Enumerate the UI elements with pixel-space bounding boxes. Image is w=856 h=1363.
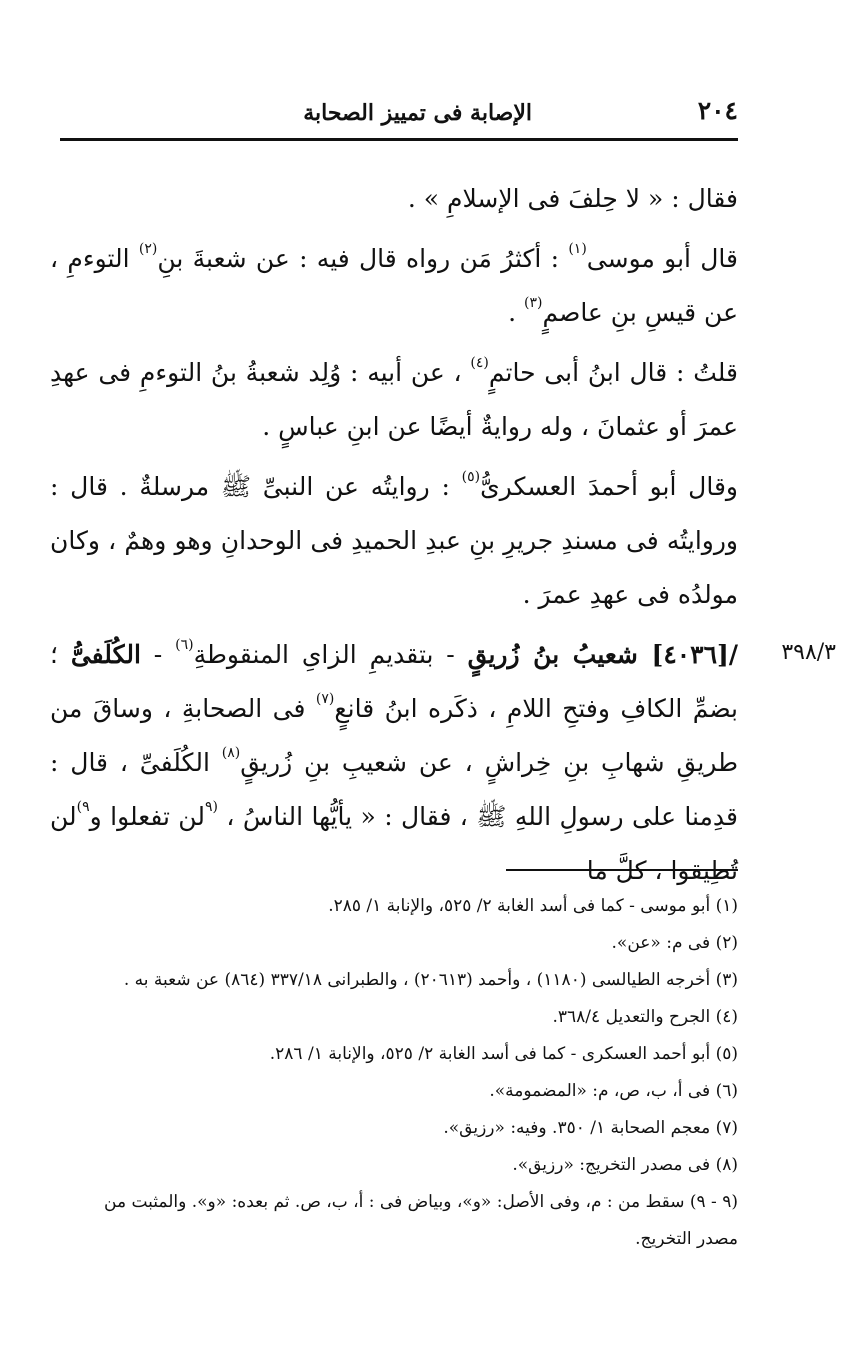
footnote-6: (٦) فى أ، ب، ص، م: «المضمومة». (489, 1081, 738, 1101)
footnote-8: (٨) فى مصدر التخريج: «رزيق». (512, 1155, 738, 1175)
page-number: ٢٠٤ (697, 96, 738, 125)
footnote-marker-3: (٣) (523, 295, 543, 311)
footnote-marker-5: (٥) (461, 469, 481, 485)
footnote-3: (٣) أخرجه الطيالسى (١١٨٠) ، وأحمد (٢٠٦١٣) ، والطبرانى ٣٣٧/١٨ (٨٦٤) عن شعبة به . (123, 970, 738, 990)
text-run: قلتُ : قال ابنُ أبى حاتمٍ (488, 358, 738, 387)
footnote-marker-8: (٨) (221, 745, 241, 761)
text-run: . (508, 298, 524, 327)
margin-reference: ٣٩٨/٣ (781, 640, 836, 665)
entry-heading: /[٤٠٣٦] شعيبُ بنُ زُريقٍ (467, 640, 738, 669)
paragraph-1: فقال : « لا حِلفَ فى الإسلامِ » . (407, 184, 738, 213)
footnote-2: (٢) فى م: «عن». (611, 933, 738, 953)
text-run: وقال أبو أحمدَ العسكرىُّ (480, 472, 738, 501)
entry-nisba: الكُلَفىُّ (70, 640, 141, 669)
footnote-marker-2: (٢) (138, 241, 158, 257)
text-run: - بتقديمِ الزاىِ المنقوطةِ (193, 640, 468, 669)
text-run: لن تُطِيقوا ، كلَّ ما (50, 802, 738, 885)
footnote-4: (٤) الجرح والتعديل ٣٦٨/٤. (552, 1007, 738, 1027)
paragraph-4 (50, 460, 738, 622)
footnote-5: (٥) أبو أحمد العسكرى - كما فى أسد الغابة ٢/ ٥٢٥، والإنابة ١/ ٢٨٦. (269, 1044, 738, 1064)
footnote-9: (٩ - ٩) سقط من : م، وفى الأصل: «و»، وبياض فى : أ، ب، ص. ثم بعده: «و». والمثبت من مصدر التخريج. (104, 1192, 738, 1249)
paragraph-5-entry (50, 628, 738, 898)
footnote-marker-7: (٧) (315, 691, 335, 707)
footnote-marker-9-open: (٩ (204, 799, 218, 815)
page-header (60, 92, 738, 141)
footnote-marker-4: (٤) (470, 355, 489, 371)
text-run: قال أبو موسى (586, 244, 738, 273)
footnote-marker-1: (١) (568, 241, 587, 257)
text-run: : أكثرُ مَن رواه قال فيه : عن شعبةَ بنِ (157, 244, 569, 273)
footnote-1: (١) أبو موسى - كما فى أسد الغابة ٢/ ٥٢٥، والإنابة ١/ ٢٨٥. (328, 896, 738, 916)
paragraph-2 (50, 232, 738, 340)
footnote-marker-6: (٦) (175, 637, 194, 653)
paragraph-3 (50, 346, 738, 454)
running-title: الإصابة فى تمييز الصحابة (303, 100, 532, 126)
text-run: ، عن أبيه : وُلِد شعبةُ بنُ التوءمِ فى عهدِ عمرَ أو عثمانَ ، وله روايةٌ أيضًا عن ابنِ عباسٍ . (50, 358, 738, 441)
text-run: التوءمِ ، عن قيسِ بنِ عاصمٍ (50, 244, 738, 327)
text-run: - (140, 640, 176, 669)
text-run: فى الصحابةِ ، وساقَ من طريقِ شهابِ بنِ خِراشٍ ، عن شعيبِ بنِ زُريقٍ (50, 694, 738, 777)
text-run: لن تفعلوا و (89, 802, 205, 831)
text-run: : روايتُه عن النبىِّ ﷺ مرسلةٌ . قال : وروايتُه فى مسندِ جريرِ بنِ عبدِ الحميدِ فى الوحدانِ وهو وهمٌ ، وكان مولدُه فى عهدِ عمرَ . (50, 472, 738, 609)
footnote-separator (506, 869, 738, 871)
footnote-marker-9-close: ٩) (76, 799, 90, 815)
text-run: ؛ بضمِّ الكافِ وفتحِ اللامِ ، ذكَره ابنُ قانعٍ (50, 640, 739, 723)
text-run: الكُلَفىِّ ، قال : قدِمنا على رسولِ اللهِ ﷺ ، فقال : « يأيُّها الناسُ ، (50, 748, 738, 831)
footnotes (60, 888, 738, 1258)
main-text (50, 172, 738, 904)
footnote-7: (٧) معجم الصحابة ١/ ٣٥٠. وفيه: «رزيق». (443, 1118, 738, 1138)
